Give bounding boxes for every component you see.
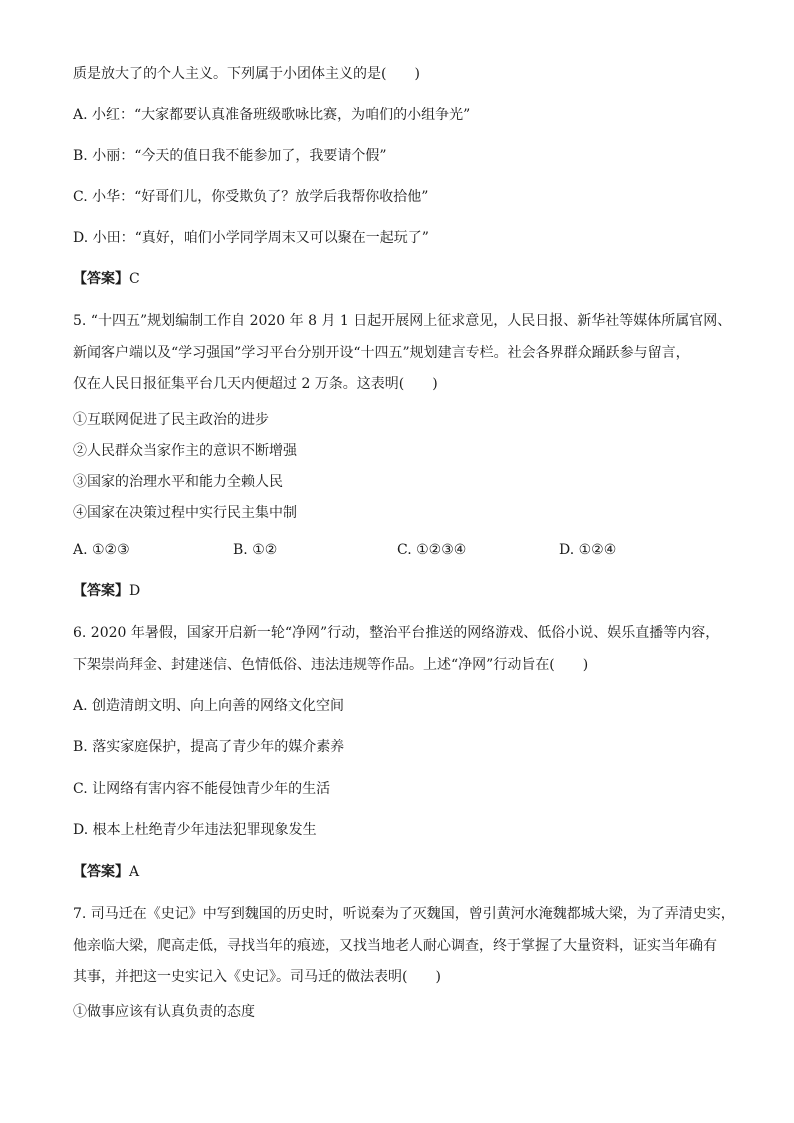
q7-stem-line-2: 他亲临大梁，爬高走低，寻找当年的痕迹，又找当地老人耐心调查，终于掌握了大量资料，证实当年确有 <box>73 938 717 954</box>
q5-statement-2: ②人民群众当家作主的意识不断增强 <box>73 443 297 459</box>
q6-option-a: A. 创造清朗文明、向上向善的网络文化空间 <box>73 698 345 714</box>
q7-stem-line-1: 7. 司马迁在《史记》中写到魏国的历史时，听说秦为了灭魏国，曾引黄河水淹魏都城大梁，为了弄清史实， <box>73 906 735 922</box>
q4-stem-tail: 质是放大了的个人主义。下列属于小团体主义的是( ) <box>73 66 420 82</box>
q6-answer <box>73 862 733 882</box>
q5-stem-line-3: 仅在人民日报征集平台几天内便超过 2 万条。这表明( ) <box>73 376 438 392</box>
q4-option-a: A. 小红：“大家都要认真准备班级歌咏比赛，为咱们的小组争光” <box>73 107 471 123</box>
q4-option-d: D. 小田：“真好，咱们小学同学周末又可以聚在一起玩了” <box>73 230 429 246</box>
q5-statement-3: ③国家的治理水平和能力全赖人民 <box>73 474 283 490</box>
q4-answer <box>73 269 733 289</box>
answer-value: A <box>129 864 140 880</box>
q6-option-c: C. 让网络有害内容不能侵蚀青少年的生活 <box>73 781 331 797</box>
q5-statement-4: ④国家在决策过程中实行民主集中制 <box>73 505 297 521</box>
q6-stem-line-2: 下架崇尚拜金、封建迷信、色情低俗、违法违规等作品。上述“净网”行动旨在( ) <box>73 657 589 673</box>
q6-option-b: B. 落实家庭保护，提高了青少年的媒介素养 <box>73 739 345 755</box>
q5-choice-d: D. ①②④ <box>559 542 617 558</box>
answer-value: C <box>129 271 140 287</box>
q6-option-d: D. 根本上杜绝青少年违法犯罪现象发生 <box>73 822 317 838</box>
q5-choice-b: B. ①② <box>233 542 278 558</box>
q5-stem-line-1: 5. “十四五”规划编制工作自 2020 年 8 月 1 日起开展网上征求意见，人民日报、新华社等媒体所属官网、 <box>73 313 732 329</box>
answer-label: 【答案】 <box>73 271 129 287</box>
answer-label: 【答案】 <box>73 583 129 599</box>
q4-option-b: B. 小丽：“今天的值日我不能参加了，我要请个假” <box>73 148 387 164</box>
q7-statement-1: ①做事应该有认真负责的态度 <box>73 1004 255 1020</box>
q5-choice-c: C. ①②③④ <box>397 542 467 558</box>
q5-choice-a: A. ①②③ <box>73 542 130 558</box>
q6-stem-line-1: 6. 2020 年暑假，国家开启新一轮“净网”行动，整治平台推送的网络游戏、低俗小说、娱乐直播等内容， <box>73 625 720 641</box>
answer-value: D <box>129 583 141 599</box>
answer-label: 【答案】 <box>73 864 129 880</box>
q7-stem-line-3: 其事，并把这一史实记入《史记》。司马迁的做法表明( ) <box>73 969 441 985</box>
q5-statement-1: ①互联网促进了民主政治的进步 <box>73 412 269 428</box>
q4-option-c: C. 小华：“好哥们儿，你受欺负了？放学后我帮你收拾他” <box>73 189 429 205</box>
q5-answer <box>73 581 733 601</box>
q5-stem-line-2: 新闻客户端以及“学习强国”学习平台分别开设“十四五”规划建言专栏。社会各界群众踊跃参与留言， <box>73 345 690 361</box>
q5-choices <box>73 540 733 560</box>
